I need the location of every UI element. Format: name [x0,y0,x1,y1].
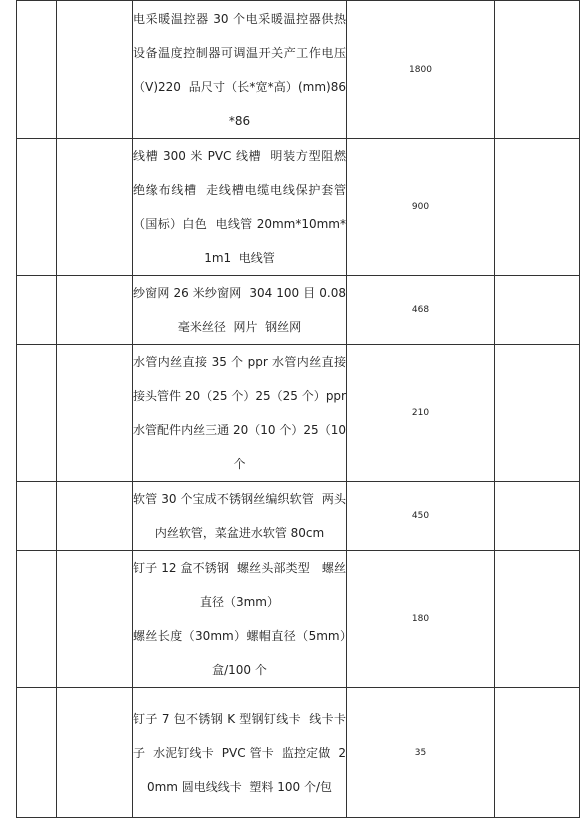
remarks-cell [495,139,580,276]
name-cell [57,688,133,818]
table-row [17,276,580,345]
index-cell [17,551,57,688]
price-cell: 468 [347,276,495,345]
remarks-cell [495,276,580,345]
name-cell [57,551,133,688]
table-row [17,139,580,276]
name-cell [57,139,133,276]
price-cell: 180 [347,551,495,688]
name-cell [57,276,133,345]
remarks-cell [495,345,580,482]
product-table [16,0,580,818]
index-cell [17,688,57,818]
table-row [17,688,580,818]
table-row [17,551,580,688]
index-cell [17,276,57,345]
description-cell: 电采暖温控器 30 个电采暖温控器供热设备温度控制器可调温开关产工作电压（V)220 品尺寸（长*宽*高）(mm)86*86 [133,1,347,139]
remarks-cell [495,1,580,139]
description-cell: 软管 30 个宝成不锈钢丝编织软管 两头内丝软管，菜盆进水软管 80cm [133,482,347,551]
price-cell: 900 [347,139,495,276]
table-row [17,345,580,482]
description-cell: 线槽 300 米 PVC 线槽 明装方型阻燃绝缘布线槽 走线槽电缆电线保护套管 （国标）白色 电线管 20mm*10mm*1m1 电线管 [133,139,347,276]
price-cell: 210 [347,345,495,482]
index-cell [17,345,57,482]
description-cell: 钉子 12 盒不锈钢 螺丝头部类型 螺丝直径（3mm） 螺丝长度（30mm）螺帽直径（5mm）盒/100 个 [133,551,347,688]
remarks-cell [495,551,580,688]
name-cell [57,482,133,551]
table-row [17,1,580,139]
price-cell: 450 [347,482,495,551]
description-cell: 水管内丝直接 35 个 ppr 水管内丝直接接头管件 20（25 个）25（25 个）ppr 水管配件内丝三通 20（10 个）25（10 个 [133,345,347,482]
table-row [17,482,580,551]
index-cell [17,482,57,551]
price-cell: 1800 [347,1,495,139]
remarks-cell [495,482,580,551]
index-cell [17,139,57,276]
description-cell: 钉子 7 包不锈钢 K 型钢钉线卡 线卡卡子 水泥钉线卡 PVC 管卡 监控定做 20mm 圆电线线卡 塑料 100 个/包 [133,688,347,818]
remarks-cell [495,688,580,818]
index-cell [17,1,57,139]
name-cell [57,1,133,139]
price-cell: 35 [347,688,495,818]
name-cell [57,345,133,482]
description-cell: 纱窗网 26 米纱窗网 304 100 目 0.08 毫米丝径 网片 钢丝网 [133,276,347,345]
